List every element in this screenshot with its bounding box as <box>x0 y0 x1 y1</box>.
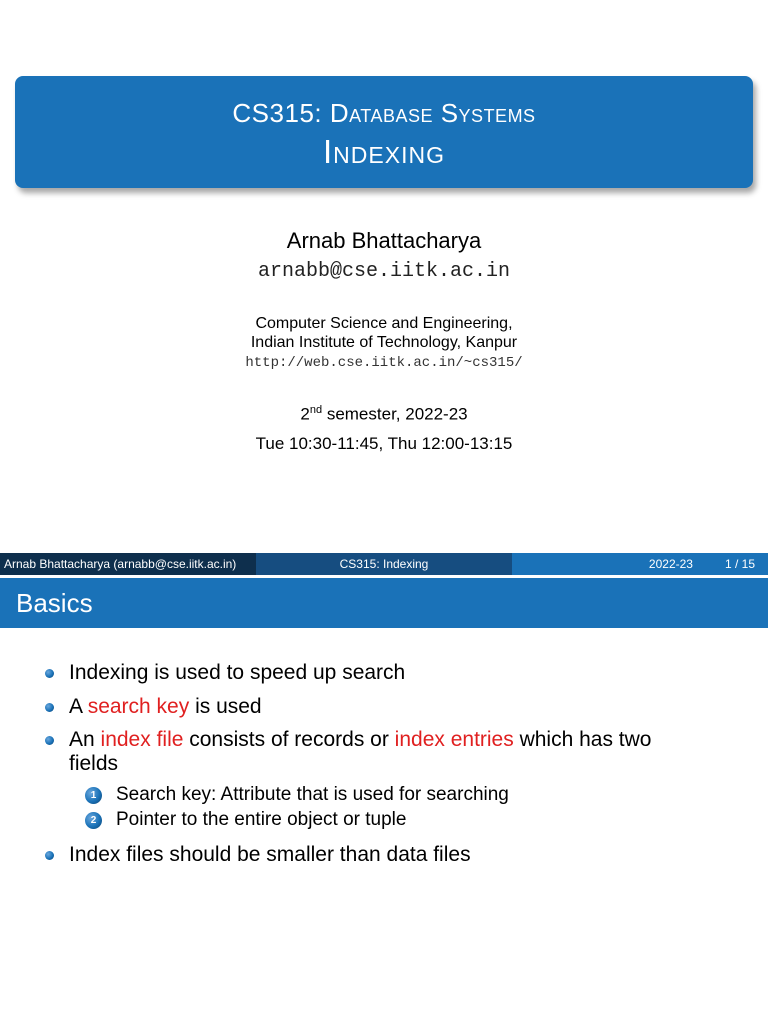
semester <box>0 404 768 425</box>
term-search-key: search key <box>87 695 190 718</box>
footer-year: 2022-23 <box>648 557 693 571</box>
sub-item-text: Search key: Attribute that is used for searching <box>116 784 509 805</box>
footer-author: Arnab Bhattacharya (arnabb@cse.iitk.ac.in) <box>0 553 256 575</box>
text-post: is used <box>189 695 262 718</box>
bullet-text <box>69 695 749 719</box>
institution <box>0 314 768 352</box>
author-email: arnabb@cse.iitk.ac.in <box>257 260 511 283</box>
bullet-icon <box>45 703 54 712</box>
author-name: Arnab Bhattacharya <box>286 228 482 253</box>
bullet-text <box>69 728 749 776</box>
text-mid: consists of records or <box>183 728 395 751</box>
bullet-icon <box>45 669 54 678</box>
class-timing: Tue 10:30-11:45, Thu 12:00-13:15 <box>255 434 513 453</box>
footer-page: 1 / 15 <box>724 557 755 571</box>
course-url: http://web.cse.iitk.ac.in/~cs315/ <box>245 355 523 371</box>
slide-heading: Basics <box>0 578 768 628</box>
semester-suffix: nd <box>309 404 323 416</box>
footer-title: CS315: Indexing <box>256 553 512 575</box>
institute: Indian Institute of Technology, Kanpur <box>250 334 518 351</box>
number-2-icon: 2 <box>85 812 102 829</box>
bullet-text: Index files should be smaller than data files <box>69 843 471 866</box>
title-banner <box>15 76 753 188</box>
number-1-icon: 1 <box>85 787 102 804</box>
bullet-text: Indexing is used to speed up search <box>69 661 406 684</box>
term-index-file: index file <box>100 728 184 751</box>
department: Computer Science and Engineering, <box>255 315 513 332</box>
footer-bar <box>0 553 768 575</box>
bullet-icon <box>45 851 54 860</box>
text-pre: A <box>69 695 88 718</box>
semester-number: 2 <box>300 404 310 424</box>
bullet-icon <box>45 736 54 745</box>
text-line2: fields <box>69 752 119 775</box>
text-post: which has two <box>513 728 652 751</box>
semester-rest: semester, 2022-23 <box>322 404 468 424</box>
term-index-entries: index entries <box>394 728 514 751</box>
sub-item-text: Pointer to the entire object or tuple <box>116 809 407 830</box>
course-title: CS315: Database Systems <box>232 98 536 128</box>
text-pre: An <box>69 728 101 751</box>
topic-title: Indexing <box>323 133 445 170</box>
footer-right <box>512 553 768 575</box>
